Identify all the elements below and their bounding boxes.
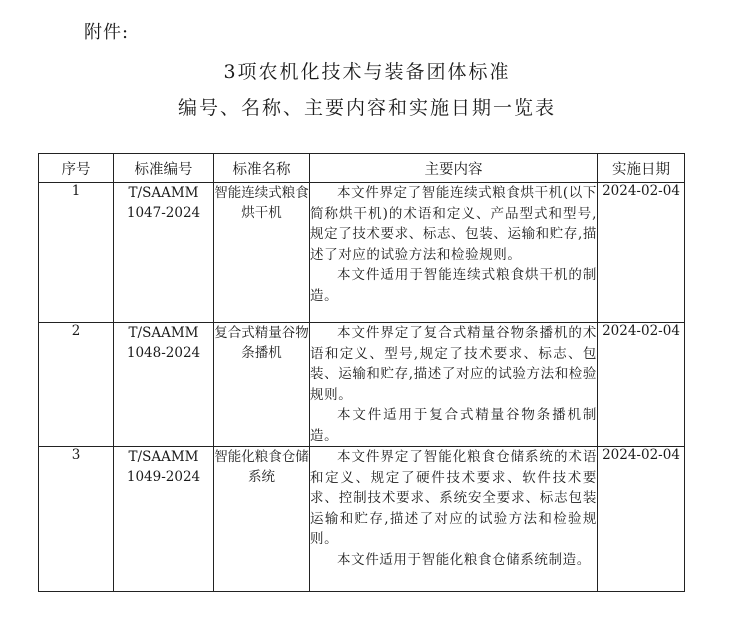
attachment-label: 附件:	[84, 22, 130, 43]
standard-name: 复合式精量谷物条播机	[214, 323, 310, 447]
effective-date: 2024-02-04	[598, 183, 685, 323]
standard-name: 智能连续式粮食烘干机	[214, 183, 310, 323]
main-content	[310, 323, 598, 447]
header-standard-code: 标准编号	[114, 154, 214, 183]
table-row	[39, 183, 685, 323]
table-row	[39, 447, 685, 592]
standard-code	[114, 323, 214, 447]
standard-code-number: 1048-2024	[126, 345, 201, 361]
content-application-paragraph: 本文件适用于智能化粮食仓储系统制造。	[337, 551, 591, 568]
document-subtitle: 编号、名称、主要内容和实施日期一览表	[177, 97, 556, 119]
header-index: 序号	[39, 154, 114, 183]
standard-name: 智能化粮食仓储系统	[214, 447, 310, 592]
header-standard-name: 标准名称	[214, 154, 310, 183]
standard-code-prefix: T/SAAMM	[128, 449, 199, 465]
header-main-content: 主要内容	[310, 154, 598, 183]
document-title: 3项农机化技术与装备团体标准	[223, 61, 511, 83]
row-index: 2	[39, 323, 114, 447]
standard-code-number: 1049-2024	[126, 469, 201, 485]
header-effective-date: 实施日期	[598, 154, 685, 183]
standard-code-number: 1047-2024	[126, 205, 201, 221]
content-scope-paragraph: 本文件界定了智能化粮食仓储系统的术语和定义、规定了硬件技术要求、软件技术要求、控制技术要求、系统安全要求、标志包装运输和贮存,描述了对应的试验方法和检验规则。	[310, 449, 597, 547]
content-scope-paragraph: 本文件界定了复合式精量谷物条播机的术语和定义、型号,规定了技术要求、标志、包装、运输和贮存,描述了对应的试验方法和检验规则。	[310, 325, 597, 403]
main-content	[310, 447, 598, 592]
content-application-paragraph: 本文件适用于复合式精量谷物条播机制造。	[310, 407, 597, 444]
standard-code-prefix: T/SAAMM	[128, 185, 199, 201]
effective-date: 2024-02-04	[598, 447, 685, 592]
table-header-row	[39, 154, 685, 183]
content-application-paragraph: 本文件适用于智能连续式粮食烘干机的制造。	[310, 267, 597, 304]
main-content	[310, 183, 598, 323]
standard-code	[114, 183, 214, 323]
table-row	[39, 323, 685, 447]
content-scope-paragraph: 本文件界定了智能连续式粮食烘干机(以下简称烘干机)的术语和定义、产品型式和型号,规定了技术要求、标志、包装、运输和贮存,描述了对应的试验方法和检验规则。	[310, 185, 597, 263]
standard-code	[114, 447, 214, 592]
standard-code-prefix: T/SAAMM	[128, 325, 199, 341]
effective-date: 2024-02-04	[598, 323, 685, 447]
standards-table	[38, 153, 685, 592]
row-index: 1	[39, 183, 114, 323]
row-index: 3	[39, 447, 114, 592]
